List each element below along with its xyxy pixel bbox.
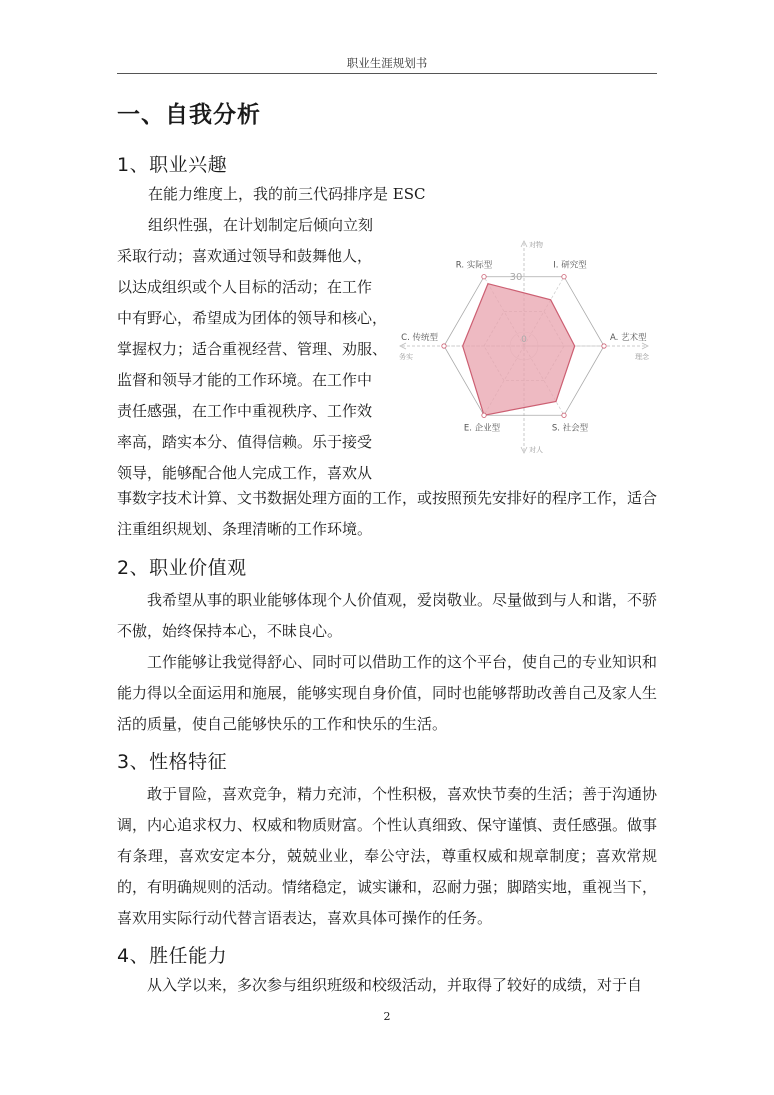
interest-line: 率高，踏实本分、值得信赖。乐于接受 bbox=[117, 433, 373, 451]
page-number: 2 bbox=[383, 1010, 391, 1023]
radar-axis-label: C. 传统型 bbox=[401, 333, 438, 343]
header-rule bbox=[117, 73, 657, 74]
interest-line: 责任感强，在工作中重视秩序、工作效 bbox=[117, 402, 373, 420]
radar-vertex-point bbox=[482, 275, 486, 279]
values-paragraph: 工作能够让我觉得舒心、同时可以借助工作的这个平台，使自己的专业知识和能力得以全面运用和施展，能够实现自身价值，同时也能够帮助改善自己及家人生活的质量，使自己能够快乐的工作和快乐的生活。 bbox=[117, 653, 658, 733]
section-title-competence: 4、胜任能力 bbox=[117, 945, 228, 967]
radar-axis-label: S. 社会型 bbox=[551, 423, 589, 434]
interest-tail: 事数字技术计算、文书数据处理方面的工作，或按照预先安排好的程序工作，适合注重组织规划、条理清晰的工作环境。 bbox=[117, 489, 658, 538]
direction-label-right: 理念 bbox=[635, 353, 649, 361]
interest-line: 领导，能够配合他人完成工作，喜欢从 bbox=[117, 464, 373, 482]
interest-line: 在能力维度上，我的前三代码排序是 ESC bbox=[148, 185, 426, 203]
interest-radar-chart bbox=[394, 230, 654, 470]
direction-label-bottom: 对人 bbox=[529, 446, 543, 454]
radar-tick-label: 0 bbox=[521, 335, 527, 345]
section-title-interest: 1、职业兴趣 bbox=[117, 154, 228, 176]
interest-line: 监督和领导才能的工作环境。在工作中 bbox=[117, 371, 373, 389]
radar-vertex-point bbox=[442, 344, 446, 348]
section-title-personality: 3、性格特征 bbox=[117, 751, 228, 773]
radar-axis-label: R. 实际型 bbox=[455, 260, 493, 271]
radar-axis-label: A. 艺术型 bbox=[610, 333, 647, 343]
direction-label-left: 务实 bbox=[399, 353, 413, 361]
interest-line: 组织性强，在计划制定后倾向立刻 bbox=[148, 216, 374, 234]
section-title-values: 2、职业价值观 bbox=[117, 557, 247, 579]
interest-line: 中有野心，希望成为团体的领导和核心， bbox=[117, 309, 388, 327]
page-header: 职业生涯规划书 bbox=[346, 56, 428, 70]
radar-axis-label: I. 研究型 bbox=[553, 260, 587, 271]
competence-paragraph: 从入学以来，多次参与组织班级和校级活动，并取得了较好的成绩，对于自 bbox=[147, 976, 643, 994]
personality-paragraph: 敢于冒险，喜欢竞争，精力充沛，个性积极，喜欢快节奏的生活；善于沟通协调，内心追求权力、权威和物质财富。个性认真细致、保守谨慎、责任感强。做事有条理，喜欢安定本分，兢兢业业，奉公守法，尊重权威和规章制度；喜欢常规的，有明确规则的活动。情绪稳定，诚实谦和，忍耐力强；脚踏实地，重视当下，喜欢用实际行动代替言语表达，喜欢具体可操作的任务。 bbox=[117, 785, 658, 927]
radar-vertex-point bbox=[602, 344, 606, 348]
interest-line: 以达成组织或个人目标的活动；在工作 bbox=[117, 278, 373, 296]
radar-vertex-point bbox=[562, 275, 566, 279]
page-title: 一、自我分析 bbox=[117, 102, 261, 128]
interest-line: 采取行动；喜欢通过领导和鼓舞他人， bbox=[117, 247, 373, 265]
radar-tick-label: 30 bbox=[509, 272, 523, 283]
radar-data-area bbox=[463, 284, 575, 416]
radar-vertex-point bbox=[482, 413, 486, 417]
values-paragraph: 我希望从事的职业能够体现个人价值观，爱岗敬业。尽量做到与人和谐，不骄不傲，始终保持本心，不昧良心。 bbox=[117, 591, 658, 640]
radar-axis-label: E. 企业型 bbox=[463, 423, 501, 434]
radar-vertex-point bbox=[562, 413, 566, 417]
direction-label-top: 对物 bbox=[529, 241, 543, 249]
interest-line: 掌握权力；适合重视经营、管理、劝服、 bbox=[117, 340, 388, 358]
